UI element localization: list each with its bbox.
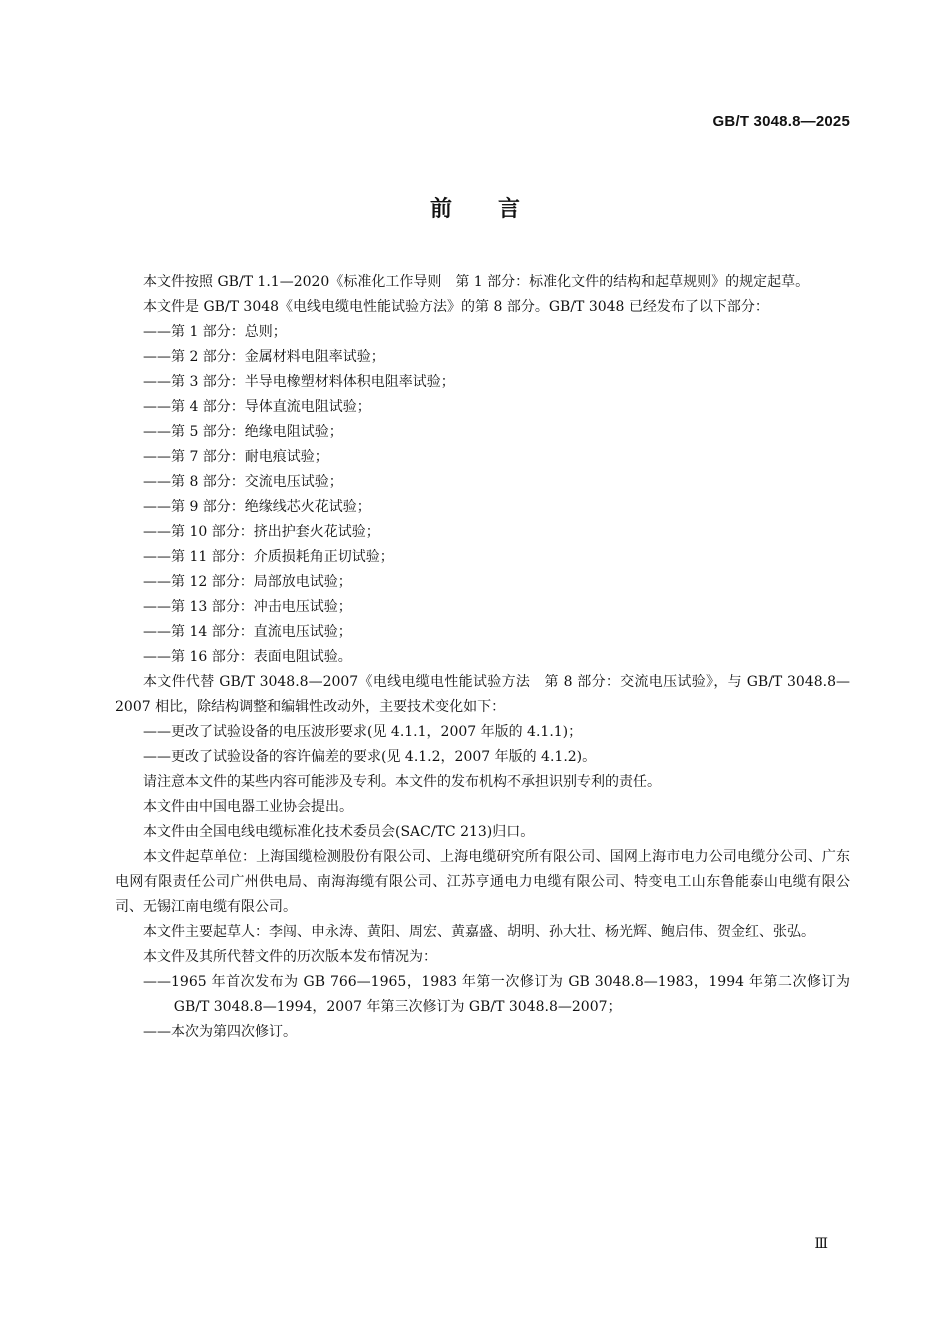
paragraph-drafting-rules: 本文件按照 GB/T 1.1—2020《标准化工作导则 第 1 部分：标准化文件的结构和起草规则》的规定起草。 [143,274,810,290]
list-item-part: ——第 2 部分：金属材料电阻率试验； [143,349,385,365]
list-item-change: ——更改了试验设备的电压波形要求(见 4.1.1，2007 年版的 4.1.1)； [143,724,583,740]
list-item-part: ——第 3 部分：半导电橡塑材料体积电阻率试验； [143,374,455,390]
paragraph-proposer: 本文件由中国电器工业协会提出。 [143,799,353,815]
list-item-part: ——第 13 部分：冲击电压试验； [143,599,352,615]
list-item-change: ——更改了试验设备的容许偏差的要求(见 4.1.2，2007 年版的 4.1.2)。 [143,749,597,765]
standard-number: GB/T 3048.8—2025 [712,113,850,130]
paragraph-series-intro: 本文件是 GB/T 3048《电线电缆电性能试验方法》的第 8 部分。GB/T 3048 已经发布了以下部分： [143,299,769,315]
list-item-part: ——第 10 部分：挤出护套火花试验； [143,524,380,540]
list-item-part: ——第 7 部分：耐电痕试验； [143,449,329,465]
paragraph-patent-notice: 请注意本文件的某些内容可能涉及专利。本文件的发布机构不承担识别专利的责任。 [143,774,661,790]
list-item-part: ——第 9 部分：绝缘线芯火花试验； [143,499,371,515]
list-item-part: ——第 1 部分：总则； [143,324,287,340]
list-item-part: ——第 8 部分：交流电压试验； [143,474,343,490]
page-title: 前言 [429,197,566,222]
list-item-history: ——本次为第四次修订。 [143,1024,297,1040]
page-number: Ⅲ [814,1237,828,1252]
list-item-part: ——第 14 部分：直流电压试验； [143,624,352,640]
list-item-part: ——第 16 部分：表面电阻试验。 [143,649,352,665]
foreword-body [115,270,850,1045]
list-item-history: ——1965 年首次发布为 GB 766—1965，1983 年第一次修订为 GB 3048.8—1983，1994 年第二次修订为 GB/T 3048.8—1994，2007 年第三次修订为 GB/T 3048.8—2007； [143,974,850,1015]
paragraph-replacement: 本文件代替 GB/T 3048.8—2007《电线电缆电性能试验方法 第 8 部分：交流电压试验》，与 GB/T 3048.8—2007 相比，除结构调整和编辑性改动外，主要技术变化如下： [115,674,850,715]
paragraph-history-intro: 本文件及其所代替文件的历次版本发布情况为： [143,949,437,965]
list-item-part: ——第 4 部分：导体直流电阻试验； [143,399,371,415]
list-item-part: ——第 12 部分：局部放电试验； [143,574,352,590]
paragraph-drafting-units: 本文件起草单位：上海国缆检测股份有限公司、上海电缆研究所有限公司、国网上海市电力公司电缆分公司、广东电网有限责任公司广州供电局、南海海缆有限公司、江苏亨通电力电缆有限公司、特变电工山东鲁能泰山电缆有限公司、无锡江南电缆有限公司。 [115,849,850,915]
list-item-part: ——第 11 部分：介质损耗角正切试验； [143,549,394,565]
list-item-part: ——第 5 部分：绝缘电阻试验； [143,424,343,440]
paragraph-drafters: 本文件主要起草人：李闯、申永涛、黄阳、周宏、黄嘉盛、胡明、孙大壮、杨光辉、鲍启伟、贺金红、张弘。 [143,924,815,940]
paragraph-committee: 本文件由全国电线电缆标准化技术委员会(SAC/TC 213)归口。 [143,824,535,840]
